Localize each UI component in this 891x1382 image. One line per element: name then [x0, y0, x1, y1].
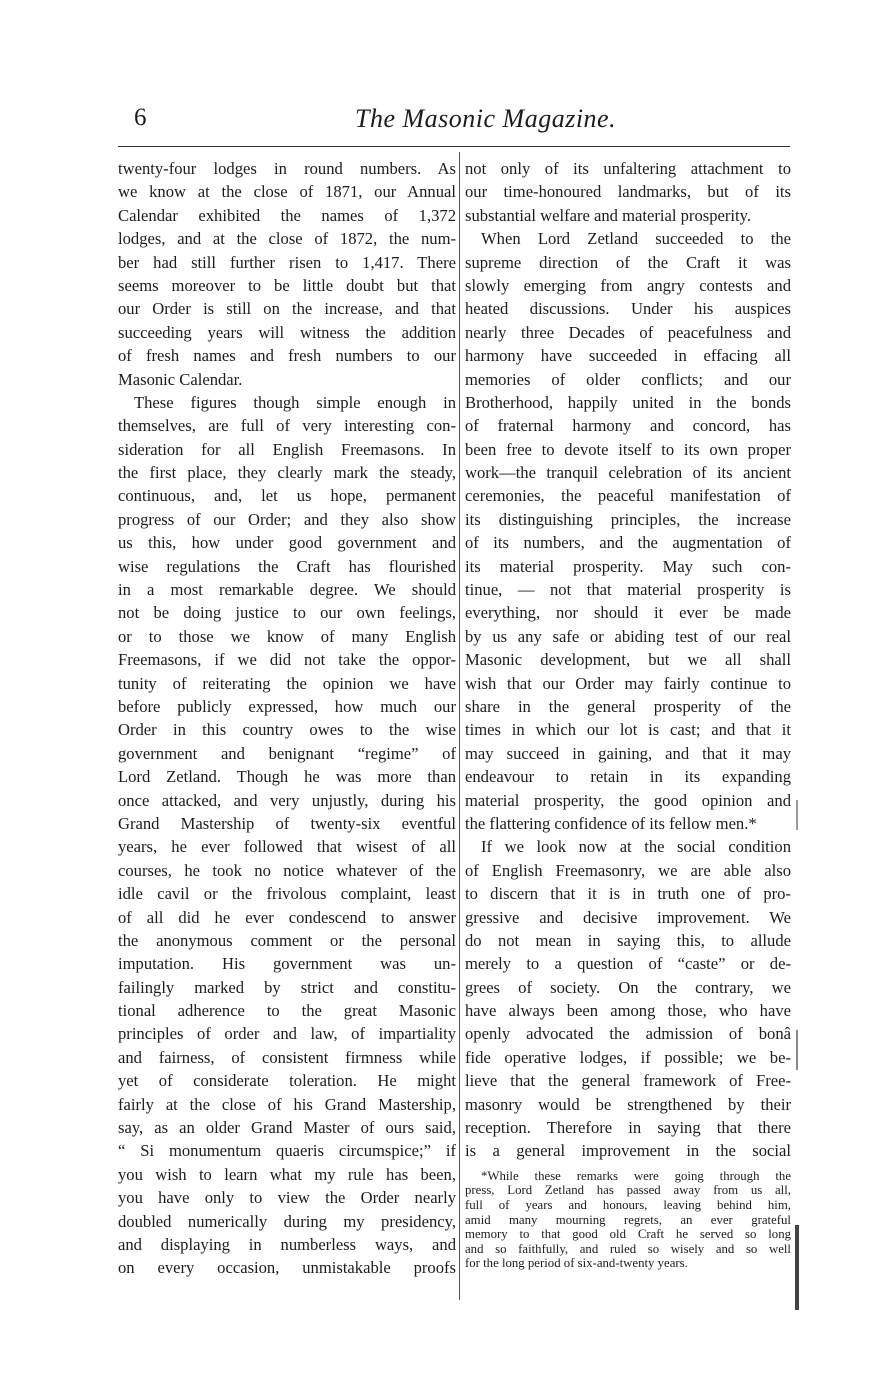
text-line: you have only to view the Order nearly [118, 1188, 456, 1208]
text-line: If we look now at the social condition [481, 837, 791, 857]
text-line: endeavour to retain in its expanding [465, 767, 791, 787]
text-line: once attacked, and very unjustly, during his [118, 790, 456, 810]
text-line: openly advocated the admission of bonâ [465, 1024, 791, 1044]
scan-edge-mark [796, 1030, 798, 1070]
footnote [465, 1169, 791, 1271]
text-line: not only of its unfaltering attachment to [465, 159, 791, 178]
text-line: do not mean in saying this, to allude [465, 930, 791, 950]
text-line: harmony have succeeded in effacing all [465, 346, 791, 366]
column-divider [459, 152, 460, 1300]
footnote-line: for the long period of six-and-twenty years. [465, 1256, 688, 1271]
footnote-line: full of years and honours, leaving behind him, [465, 1197, 791, 1212]
page-header [0, 98, 891, 138]
text-line: government and benignant “regime” of [118, 743, 456, 763]
text-line: progress of our Order; and they also show [118, 509, 456, 529]
text-line: is a general improvement in the social [465, 1141, 791, 1161]
text-line: say, as an older Grand Master of ours said, [118, 1118, 456, 1138]
text-line: the first place, they clearly mark the steady, [118, 463, 456, 483]
text-line: wish that our Order may fairly continue to [465, 673, 791, 693]
text-line: our time-honoured landmarks, but of its [465, 182, 791, 202]
text-line: lieve that the general framework of Free- [465, 1071, 791, 1091]
text-line: Brotherhood, happily united in the bonds [465, 392, 791, 412]
text-line: fide operative lodges, if possible; we be- [465, 1047, 791, 1067]
text-line: ber had still further risen to 1,417. There [118, 252, 456, 272]
text-line: Order in this country owes to the wise [118, 720, 456, 740]
text-line: Freemasons, if we did not take the oppor- [118, 650, 456, 670]
text-line: before publicly expressed, how much our [118, 696, 456, 716]
text-line: wise regulations the Craft has flourished [118, 556, 456, 576]
left-column [118, 157, 456, 1280]
scan-edge-mark [795, 1225, 799, 1310]
footnote-line: and so faithfully, and ruled so wisely and so well [465, 1241, 791, 1256]
text-line: of its numbers, and the augmentation of [465, 533, 791, 553]
text-line: When Lord Zetland succeeded to the [481, 229, 791, 249]
text-line: substantial welfare and material prosperity. [465, 205, 751, 225]
text-line: fairly at the close of his Grand Mastership, [118, 1094, 456, 1114]
text-line: “ Si monumentum quaeris circumspice;” if [118, 1141, 456, 1161]
text-line: These figures though simple enough in [134, 392, 456, 412]
text-line: supreme direction of the Craft it was [465, 252, 791, 272]
text-line: and displaying in numberless ways, and [118, 1234, 456, 1254]
text-line: continuous, and, let us hope, permanent [118, 486, 456, 506]
text-line: have always been among those, who have [465, 1001, 791, 1021]
text-line: been free to devote itself to its own proper [465, 439, 791, 459]
text-line: may succeed in gaining, and that it may [465, 743, 791, 763]
text-line: tinue, — not that material prosperity is [465, 580, 791, 600]
text-line: not be doing justice to our own feelings, [118, 603, 456, 623]
footnote-line: amid many mourning regrets, an ever grateful [465, 1212, 791, 1227]
text-line: idle cavil or the frivolous complaint, least [118, 884, 456, 904]
text-line: material prosperity, the good opinion and [465, 790, 791, 810]
text-line: ceremonies, the peaceful manifestation of [465, 486, 791, 506]
text-line: Lord Zetland. Though he was more than [118, 767, 456, 787]
text-line: Masonic Calendar. [118, 369, 243, 389]
text-line: the flattering confidence of its fellow men.* [465, 813, 757, 833]
text-line: Grand Mastership of twenty-six eventful [118, 813, 456, 833]
text-line: seems moreover to be little doubt but that [118, 275, 456, 295]
text-line: memories of older conflicts; and our [465, 369, 791, 389]
text-line: you wish to learn what my rule has been, [118, 1164, 456, 1184]
text-line: gressive and decisive improvement. We [465, 907, 791, 927]
text-line: imputation. His government was un- [118, 954, 456, 974]
text-line: of fresh names and fresh numbers to our [118, 346, 456, 366]
text-line: us this, how under good government and [118, 533, 456, 553]
text-line: share in the general prosperity of the [465, 696, 791, 716]
text-line: of fraternal harmony and concord, has [465, 416, 791, 436]
text-line: doubled numerically during my presidency, [118, 1211, 456, 1231]
text-line: courses, he took no notice whatever of the [118, 860, 456, 880]
text-line: themselves, are full of very interesting con- [118, 416, 456, 436]
text-line: work—the tranquil celebration of its ancient [465, 463, 791, 483]
text-line: heated discussions. Under his auspices [465, 299, 791, 319]
text-line: succeeding years will witness the addition [118, 322, 456, 342]
text-line: slowly emerging from angry contests and [465, 275, 791, 295]
text-line: twenty-four lodges in round numbers. As [118, 159, 456, 178]
text-line: Masonic development, but we all shall [465, 650, 791, 670]
text-line: principles of order and law, of impartiality [118, 1024, 456, 1044]
text-line: our Order is still on the increase, and that [118, 299, 456, 319]
text-line: its material prosperity. May such con- [465, 556, 791, 576]
text-line: and fairness, of consistent firmness while [118, 1047, 456, 1067]
text-line: on every occasion, unmistakable proofs [118, 1258, 456, 1278]
text-line: yet of considerate toleration. He might [118, 1071, 456, 1091]
text-line: its distinguishing principles, the increase [465, 509, 791, 529]
text-line: sideration for all English Freemasons. In [118, 439, 456, 459]
text-line: of English Freemasonry, we are able also [465, 860, 791, 880]
text-line: tunity of reiterating the opinion we have [118, 673, 456, 693]
running-title: The Masonic Magazine. [355, 104, 617, 133]
footnote-line: *While these remarks were going through the [481, 1168, 791, 1183]
text-line: lodges, and at the close of 1872, the num- [118, 229, 456, 249]
footnote-line: press, Lord Zetland has passed away from us all, [465, 1183, 791, 1198]
text-line: the anonymous comment or the personal [118, 930, 456, 950]
text-line: grees of society. On the contrary, we [465, 977, 791, 997]
text-line: we know at the close of 1871, our Annual [118, 182, 456, 202]
text-line: Calendar exhibited the names of 1,372 [118, 205, 456, 225]
scan-edge-mark [796, 800, 798, 830]
page-number: 6 [134, 104, 147, 131]
text-line: tional adherence to the great Masonic [118, 1001, 456, 1021]
text-line: to discern that it is in truth one of pro- [465, 884, 791, 904]
text-line: nearly three Decades of peacefulness and [465, 322, 791, 342]
text-line: masonry would be strengthened by their [465, 1094, 791, 1114]
text-line: failingly marked by strict and constitu- [118, 977, 456, 997]
text-line: of all did he ever condescend to answer [118, 907, 456, 927]
text-line: in a most remarkable degree. We should [118, 580, 456, 600]
text-line: times in which our lot is cast; and that it [465, 720, 791, 740]
text-line: merely to a question of “caste” or de- [465, 954, 791, 974]
text-line: reception. Therefore in saying that there [465, 1118, 791, 1138]
text-line: by us any safe or abiding test of our real [465, 626, 791, 646]
text-line: everything, nor should it ever be made [465, 603, 791, 623]
footnote-line: memory to that good old Craft he served so long [465, 1227, 791, 1242]
text-line: years, he ever followed that wisest of all [118, 837, 456, 857]
text-line: or to those we know of many English [118, 626, 456, 646]
right-column [465, 157, 791, 1271]
header-rule [118, 146, 790, 147]
